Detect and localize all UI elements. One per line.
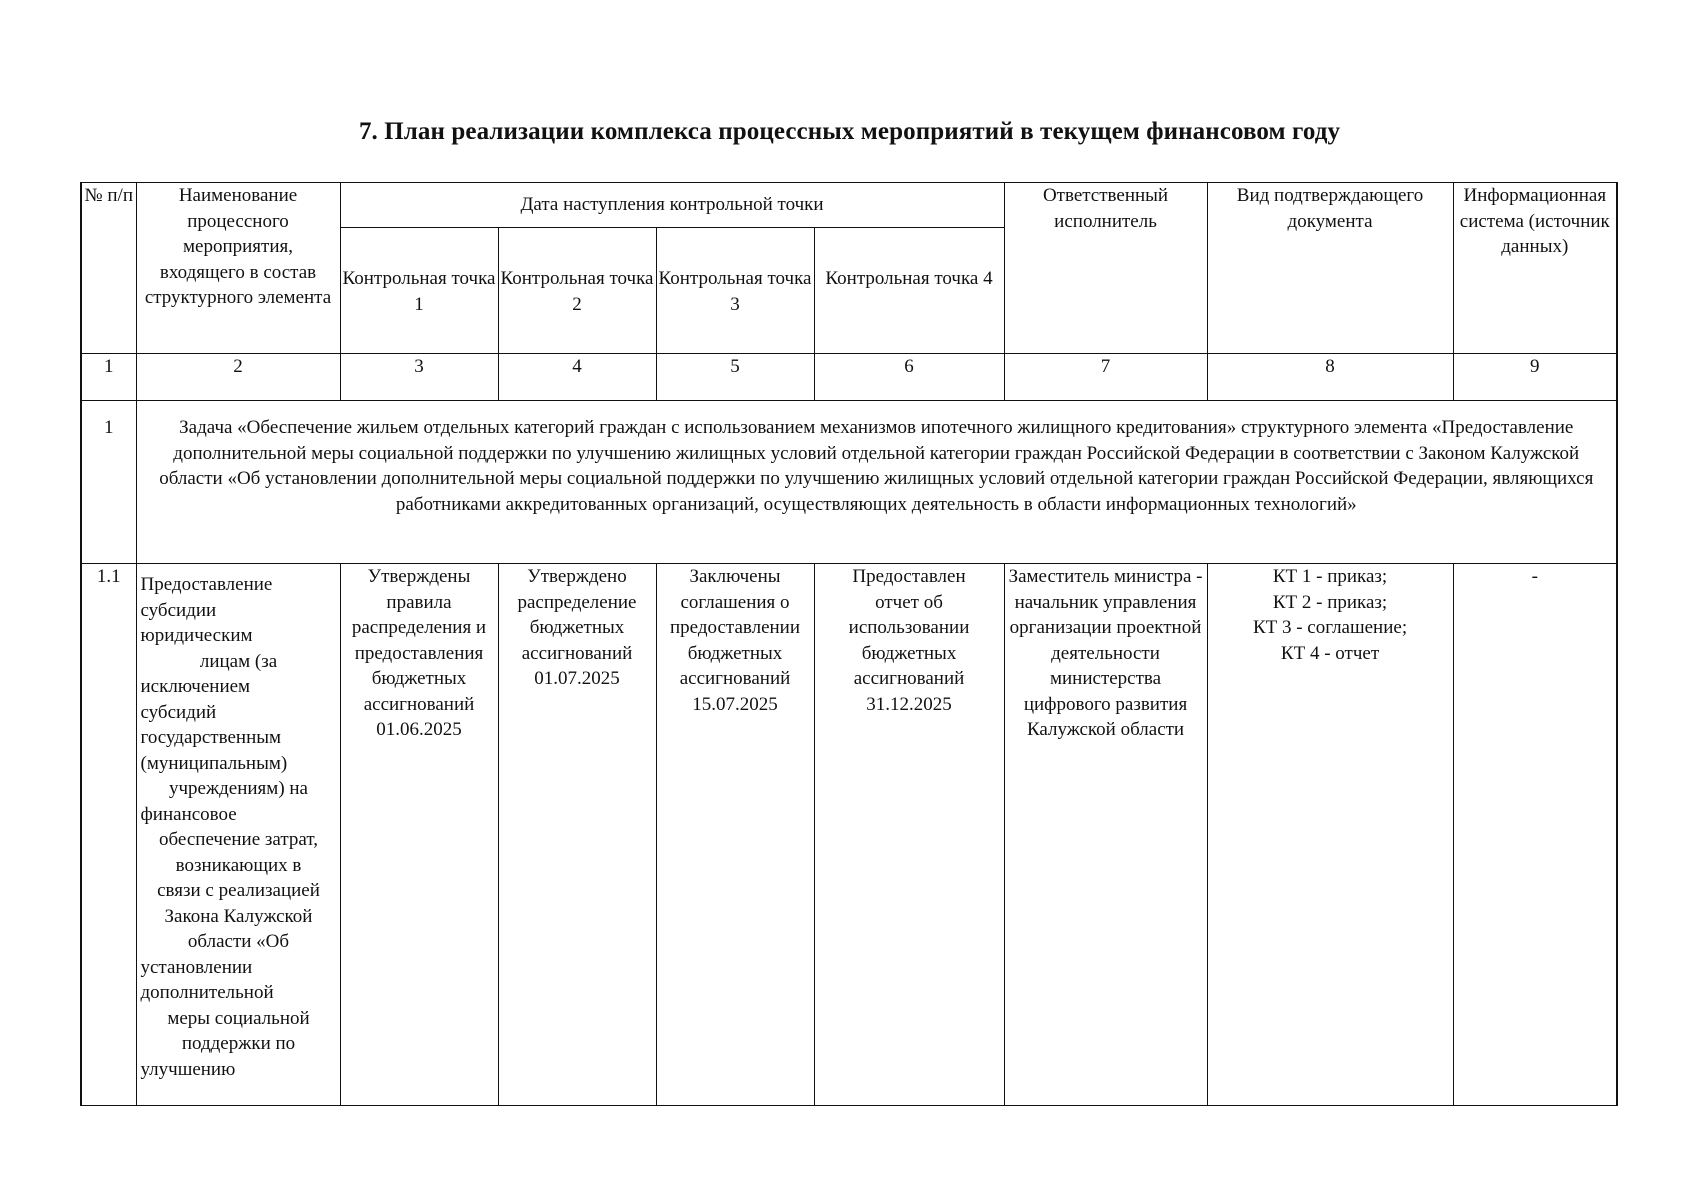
measure-name-line: области «Об bbox=[187, 931, 290, 952]
column-number: 1 bbox=[81, 354, 136, 401]
measure-name-line: юридическим bbox=[140, 625, 253, 646]
column-number: 4 bbox=[498, 354, 656, 401]
kt3-value: Заключены соглашения о предоставлении бюджетных ассигнований 15.07.2025 bbox=[656, 564, 814, 1106]
plan-table bbox=[80, 182, 1618, 1106]
measure-name-line: улучшению bbox=[140, 1058, 236, 1080]
task-number: 1 bbox=[81, 401, 136, 564]
header-num: № п/п bbox=[81, 183, 136, 354]
measure-name-line: субсидии bbox=[140, 599, 217, 621]
measure-name-line: (муниципальным) bbox=[140, 752, 288, 774]
column-number: 7 bbox=[1004, 354, 1207, 401]
column-number: 6 bbox=[814, 354, 1004, 401]
measure-name-line: лицам (за bbox=[199, 650, 278, 672]
info-system-value: - bbox=[1453, 564, 1617, 1106]
header-kt2: Контрольная точка 2 bbox=[498, 228, 656, 354]
measure-name-line: финансовое bbox=[140, 803, 237, 825]
task-row bbox=[81, 401, 1617, 564]
column-number: 5 bbox=[656, 354, 814, 401]
header-kt3: Контрольная точка 3 bbox=[656, 228, 814, 354]
document-item: КТ 2 - приказ; bbox=[1272, 591, 1388, 613]
header-row bbox=[81, 183, 1617, 228]
measure-name-line: связи с реализацией bbox=[157, 880, 320, 901]
document-item: КТ 1 - приказ; bbox=[1272, 566, 1388, 587]
measure-name-line: дополнительной bbox=[140, 982, 274, 1003]
column-number-row bbox=[81, 354, 1617, 401]
measure-name-line: Закона Калужской bbox=[164, 905, 313, 927]
header-date-group: Дата наступления контрольной точки bbox=[340, 183, 1004, 228]
document-item: КТ 4 - отчет bbox=[1280, 642, 1380, 664]
measure-name-line: государственным bbox=[140, 727, 282, 748]
kt4-value: Предоставлен отчет об использовании бюджетных ассигнований 31.12.2025 bbox=[814, 564, 1004, 1106]
column-number: 3 bbox=[340, 354, 498, 401]
column-number: 8 bbox=[1207, 354, 1453, 401]
kt2-value: Утверждено распределение бюджетных ассигнований 01.07.2025 bbox=[498, 564, 656, 1106]
header-document: Вид подтверждающего документа bbox=[1207, 183, 1453, 354]
measure-name-line: исключением bbox=[140, 676, 251, 697]
measure-name-line: установлении bbox=[140, 956, 253, 978]
documents-cell bbox=[1207, 564, 1453, 1106]
header-responsible: Ответственный исполнитель bbox=[1004, 183, 1207, 354]
header-kt1: Контрольная точка 1 bbox=[340, 228, 498, 354]
header-kt4: Контрольная точка 4 bbox=[814, 228, 1004, 354]
table-row bbox=[81, 564, 1617, 1106]
column-number: 2 bbox=[136, 354, 340, 401]
measure-name-line: возникающих в bbox=[175, 854, 302, 876]
row-number: 1.1 bbox=[81, 564, 136, 1106]
header-name: Наименование процессного мероприятия, входящего в состав структурного элемента bbox=[136, 183, 340, 354]
document-item: КТ 3 - соглашение; bbox=[1252, 617, 1408, 638]
document-title: 7. План реализации комплекса процессных мероприятий в текущем финансовом году bbox=[358, 118, 1341, 145]
kt1-value: Утверждены правила распределения и предоставления бюджетных ассигнований 01.06.2025 bbox=[340, 564, 498, 1106]
measure-name-line: Предоставление bbox=[140, 574, 273, 595]
header-info-system: Информационная система (источник данных) bbox=[1453, 183, 1617, 354]
responsible-value: Заместитель министра - начальник управления организации проектной деятельности министерства цифрового развития Калужской области bbox=[1004, 564, 1207, 1106]
measure-name-cell bbox=[136, 564, 340, 1106]
column-number: 9 bbox=[1453, 354, 1617, 401]
measure-name-line: учреждениям) на bbox=[169, 778, 308, 799]
measure-name-line: поддержки по bbox=[181, 1033, 296, 1054]
measure-name-line: меры социальной bbox=[167, 1007, 310, 1029]
measure-name-line: обеспечение затрат, bbox=[159, 829, 318, 850]
task-description: Задача «Обеспечение жильем отдельных категорий граждан с использованием механизмов ипотечного жилищного кредитования» структурного элемента «Предоставление дополнительной меры социальной поддержки по улучшению жилищных условий отдельной категории граждан Российской Федерации в соответствии с Законом Калужской области «Об установлении дополнительной меры социальной поддержки по улучшению жилищных условий отдельной категории граждан Российской Федерации, являющихся работниками аккредитованных организаций, осуществляющих деятельность в области информационных технологий» bbox=[136, 401, 1617, 564]
measure-name-line: субсидий bbox=[140, 701, 217, 723]
